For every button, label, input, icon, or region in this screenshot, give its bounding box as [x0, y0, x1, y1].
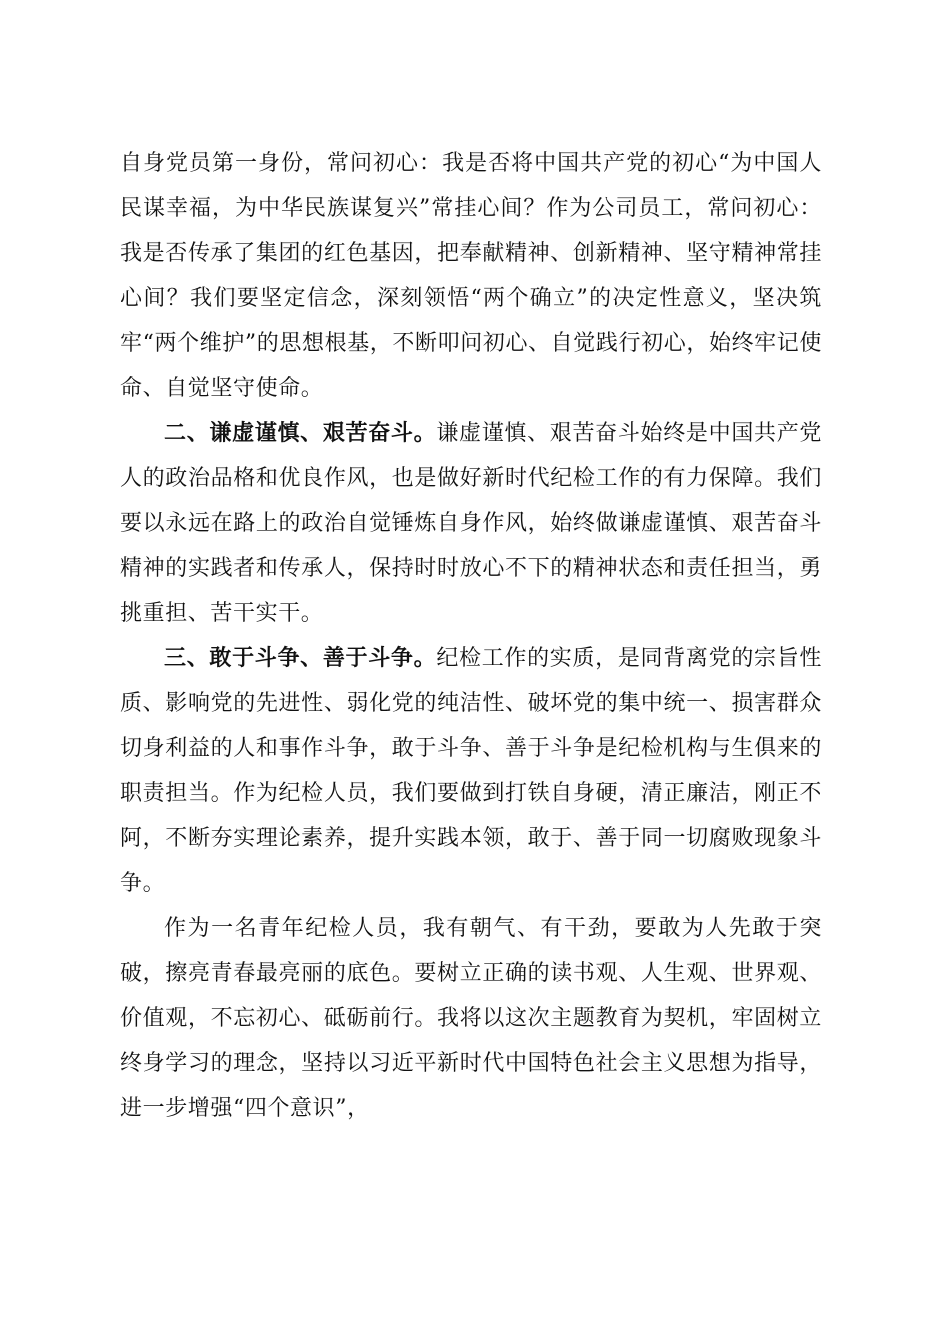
- section-heading-3: 三、敢于斗争、善于斗争。: [164, 646, 437, 671]
- paragraph-2-text: 谦虚谨慎、艰苦奋斗始终是中国共产党人的政治品格和优良作风，也是做好新时代纪检工作的有力保障。我们要以永远在路上的政治自觉锤炼自身作风，始终做谦虚谨慎、艰苦奋斗精神的实践者和传承人，保持时时放心不下的精神状态和责任担当，勇挑重担、苦干实干。: [120, 421, 822, 626]
- paragraph-2: [120, 411, 822, 636]
- paragraph-4-text: 作为一名青年纪检人员，我有朝气、有干劲，要敢为人先敢于突破，擦亮青春最亮丽的底色。要树立正确的读书观、人生观、世界观、价值观，不忘初心、砥砺前行。我将以这次主题教育为契机，牢固树立终身学习的理念，坚持以习近平新时代中国特色社会主义思想为指导，进一步增强“四个意识”，: [120, 916, 822, 1121]
- paragraph-3: [120, 636, 822, 906]
- paragraph-3-text: 纪检工作的实质，是同背离党的宗旨性质、影响党的先进性、弱化党的纯洁性、破坏党的集中统一、损害群众切身利益的人和事作斗争，敢于斗争、善于斗争是纪检机构与生俱来的职责担当。作为纪检人员，我们要做到打铁自身硬，清正廉洁，刚正不阿，不断夯实理论素养，提升实践本领，敢于、善于同一切腐败现象斗争。: [120, 646, 822, 896]
- section-heading-2: 二、谦虚谨慎、艰苦奋斗。: [164, 421, 437, 446]
- paragraph-1-text: 自身党员第一身份，常问初心：我是否将中国共产党的初心“为中国人民谋幸福，为中华民族谋复兴”常挂心间？作为公司员工，常问初心：我是否传承了集团的红色基因，把奉献精神、创新精神、坚守精神常挂心间？我们要坚定信念，深刻领悟“两个确立”的决定性意义，坚决筑牢“两个维护”的思想根基，不断叩问初心、自觉践行初心，始终牢记使命、自觉坚守使命。: [120, 151, 822, 401]
- document-body: [120, 141, 822, 1131]
- paragraph-1: [120, 141, 822, 411]
- paragraph-4: [120, 906, 822, 1131]
